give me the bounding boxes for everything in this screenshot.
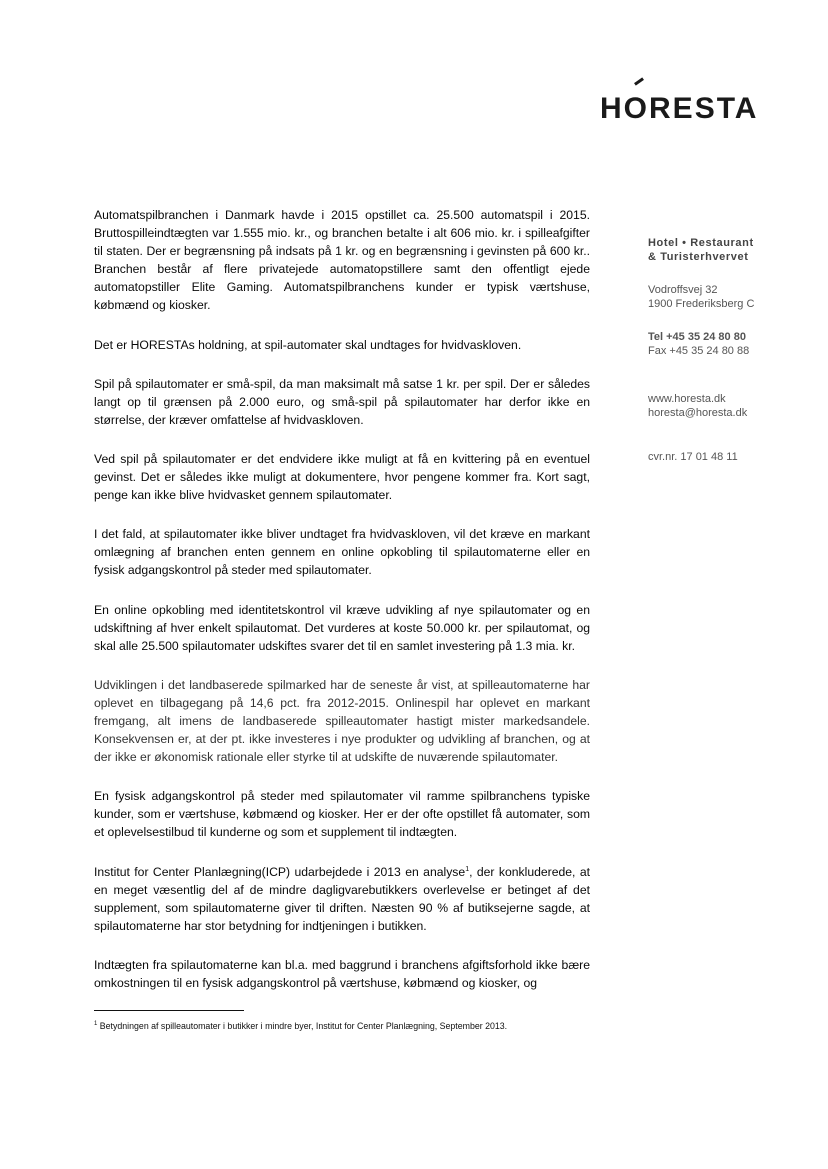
footnote-reference: 1 [465,865,470,873]
letter-body [94,206,590,1013]
tel-number: Tel +45 35 24 80 80 [648,331,746,343]
paragraph-no-receipt: Ved spil på spilautomater er det endvidere ikke muligt at få en kvittering på en eventuel gevinst. Det er således ikke muligt at dokumentere, hvor pengene kommer fra. Kort sagt, penge kan ikke blive hvidvasket gennem spilautomater. [94,451,590,503]
icp-text-end: , der konkluderede, at en meget væsentlig del af de mindre dagligvarebutikkers overlevelse er betinget af det supplement, som spilautomaterne giver til driften. Næsten 90 % af butiksejerne sagde, at spilautomaterne har stor betydning for indtjeningen i butikken. [94,864,590,933]
org-line-2: & Turisterhvervet [648,251,749,263]
paragraph-revenue: Indtægten fra spilautomaterne kan bl.a. med baggrund i branchens afgiftsforhold ikke bære omkostningen til en fysisk adgangskontrol på værtshuse, købmænd og kiosker, og [94,957,590,990]
paragraph-physical-control: En fysisk adgangskontrol på steder med spilautomater vil ramme spilbranchens typiske kunder, som er værtshuse, købmænd og kiosker. Her er der ofte opstillet få automater, som et oplevelsestilbud til kunderne og som et supplement til indtægten. [94,789,590,840]
website-link[interactable]: www.horesta.dk [648,393,726,405]
logo-wordmark [600,92,758,126]
fax-number: Fax +45 35 24 80 88 [648,345,750,357]
paragraph-small-stakes: Spil på spilautomater er små-spil, da man maksimalt må satse 1 kr. per spil. Der er således langt op til grænsen på 2.000 euro, og små-spil på spilautomater har derfor ikke en størrelse, der kræver omfattelse af hvidvaskloven. [94,376,590,427]
letterhead-sidebar [648,236,818,483]
footnote [94,1018,614,1032]
footnote-text: Betydningen af spilleautomater i butikker i mindre byer, Institut for Center Planlægning, September 2013. [99,1020,508,1031]
footnote-number: 1 [94,1021,98,1027]
org-name-block [648,236,818,264]
address-street: Vodroffsvej 32 [648,284,718,296]
paragraph-icp-analysis [94,863,590,935]
footnote-divider [94,1010,244,1011]
web-block [648,392,818,420]
email-link[interactable]: horesta@horesta.dk [648,407,748,419]
cvr-block [648,450,818,464]
cvr-number: cvr.nr. 17 01 48 11 [648,451,738,463]
phone-block [648,330,818,358]
org-line-1: Hotel • Restaurant [648,237,754,249]
logo-accent-mark [634,77,644,85]
logo-o: O [624,92,649,126]
address-city: 1900 Frederiksberg C [648,298,755,310]
paragraph-market-decline: Udviklingen i det landbaserede spilmarked har de seneste år vist, at spilleautomaterne har oplevet en tilbagegang på 14,6 pct. fra 2012-2015. Onlinespil har oplevet en markant fremgang, alt imens de landbaserede spilleautomater hastigt mister markedsandele. Konsekvensen er, at der pt. ikke investeres i nye produkter og udvikling af branchen, og at der ikke er økonomisk rationale eller styrke til at udskifte de nuværende spilautomater. [94,677,590,765]
horesta-logo [600,78,759,125]
logo-resta: RESTA [649,92,759,125]
paragraph-online-cost: En online opkobling med identitetskontrol vil kræve udvikling af nye spilautomater og en udskiftning af hver enkelt spilautomat. Det vurderes at koste 50.000 kr. per spilautomat, og skal alle 25.500 spilautomater udskiftes svarer det til en samlet investering på 1.3 mia. kr. [94,602,590,653]
logo-h: H [600,92,624,125]
paragraph-position: Det er HORESTAs holdning, at spil-automater skal undtages for hvidvaskloven. [94,337,522,352]
paragraph-consequence: I det fald, at spilautomater ikke bliver undtaget fra hvidvaskloven, vil det kræve en markant omlægning af branchen enten gennem en online opkobling til spilautomaterne eller en fysisk adgangskontrol på steder med spilautomater. [94,527,590,578]
paragraph-industry-facts: Automatspilbranchen i Danmark havde i 2015 opstillet ca. 25.500 automatspil i 2015. Bruttospilleindtægten var 1.555 mio. kr., og branchen betalte i alt 606 mio. kr. i spilleafgifter til staten. Der er begrænsning på indsats på 1 kr. og en begrænsning i gevinsten på 600 kr.. Branchen består af flere privatejede automatopstillere samt den offentligt ejede automatopstiller Elite Gaming. Automatspilbranchens kunder er typisk værtshuse, købmænd og kiosker. [94,208,590,313]
address-block [648,283,818,311]
icp-text-start: Institut for Center Planlægning(ICP) udarbejdede i 2013 en analyse [94,864,466,879]
